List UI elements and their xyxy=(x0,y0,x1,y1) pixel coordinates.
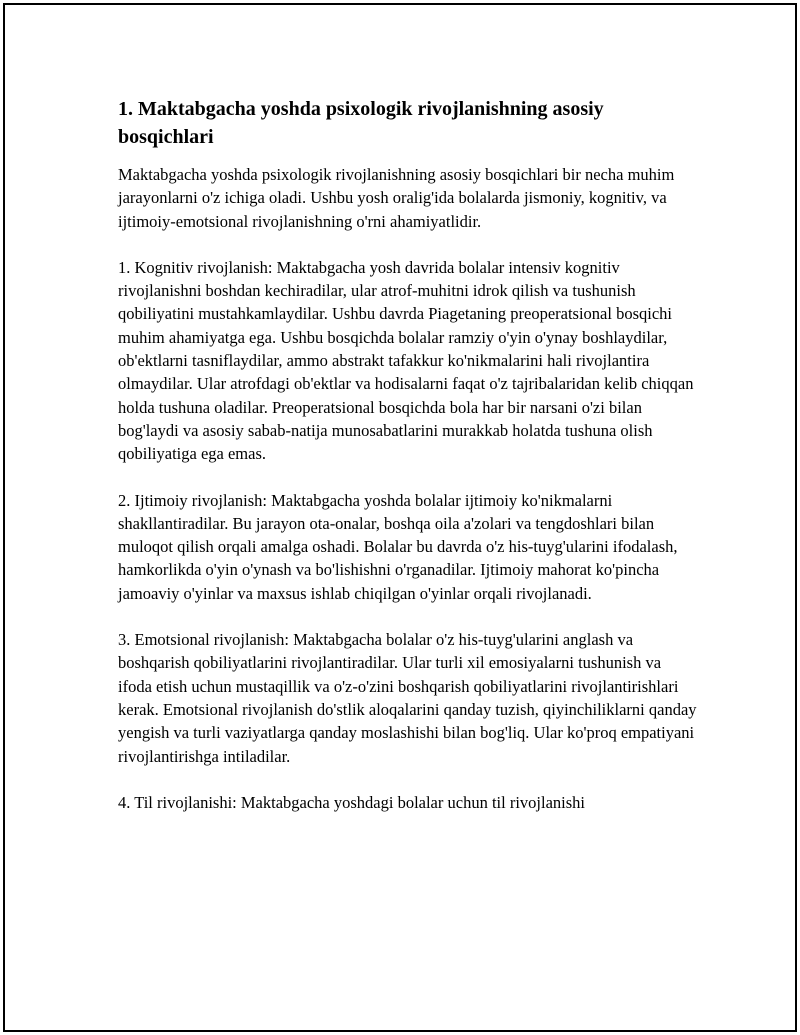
intro-paragraph: Maktabgacha yoshda psixologik rivojlanishning asosiy bosqichlari bir necha muhim jarayonlarni o'z ichiga oladi. Ushbu yosh oralig'ida bolalarda jismoniy, kognitiv, va ijtimoiy-emotsional rivojlanishning o'rni ahamiyatlidir. xyxy=(118,165,675,231)
language-development-paragraph: 4. Til rivojlanishi: Maktabgacha yoshdagi bolalar uchun til rivojlanishi xyxy=(118,792,585,812)
document-title: 1. Maktabgacha yoshda psixologik rivojlanishning asosiy bosqichlari xyxy=(118,98,604,148)
cognitive-development-paragraph: 1. Kognitiv rivojlanish: Maktabgacha yosh davrida bolalar intensiv kognitiv rivojlanishni boshdan kechiradilar, ular atrof-muhitni idrok qilish va tushunish qobiliyatini mustahkamlaydilar. Ushbu davrda Piagetaning preoperatsional bosqichi muhim ahamiyatga ega. Ushbu bosqichda bolalar ramziy o'yin o'ynay boshlaydilar, ob'ektlarni tasniflaydilar, ammo abstrakt tafakkur ko'nikmalarini hali rivojlantira olmaydilar. Ular atrofdagi ob'ektlar va hodisalarni faqat o'z tajribalaridan kelib chiqqan holda tushuna oladilar. Preoperatsional bosqichda bola har bir narsani o'zi bilan bog'laydi va asosiy sabab-natija munosabatlarini murakkab holatda tushuna olish qobiliyatiga ega emas. xyxy=(118,257,694,464)
social-development-paragraph: 2. Ijtimoiy rivojlanish: Maktabgacha yoshda bolalar ijtimoiy ko'nikmalarni shakllantiradilar. Bu jarayon ota-onalar, boshqa oila a'zolari va tengdoshlari bilan muloqot qilish orqali amalga oshadi. Bolalar bu davrda o'z his-tuyg'ularini ifodalash, hamkorlikda o'yin o'ynash va bo'lishishni o'rganadilar. Ijtimoiy mahorat ko'pincha jamoaviy o'yinlar va maxsus ishlab chiqilgan o'yinlar orqali rivojlanadi. xyxy=(118,490,678,603)
document-body xyxy=(118,95,698,837)
emotional-development-paragraph: 3. Emotsional rivojlanish: Maktabgacha bolalar o'z his-tuyg'ularini anglash va boshqarish qobiliyatlarini rivojlantiradilar. Ular turli xil emosiyalarni tushunish va ifoda etish uchun mustaqillik va o'z-o'zini boshqarish qobiliyatlarini rivojlantirishlari kerak. Emotsional rivojlanish do'stlik aloqalarini qanday tuzish, qiyinchiliklarni qanday yengish va turli vaziyatlarga qanday moslashishi bilan bog'liq. Ular ko'proq empatiyani rivojlantirishga intiladilar. xyxy=(118,630,697,766)
